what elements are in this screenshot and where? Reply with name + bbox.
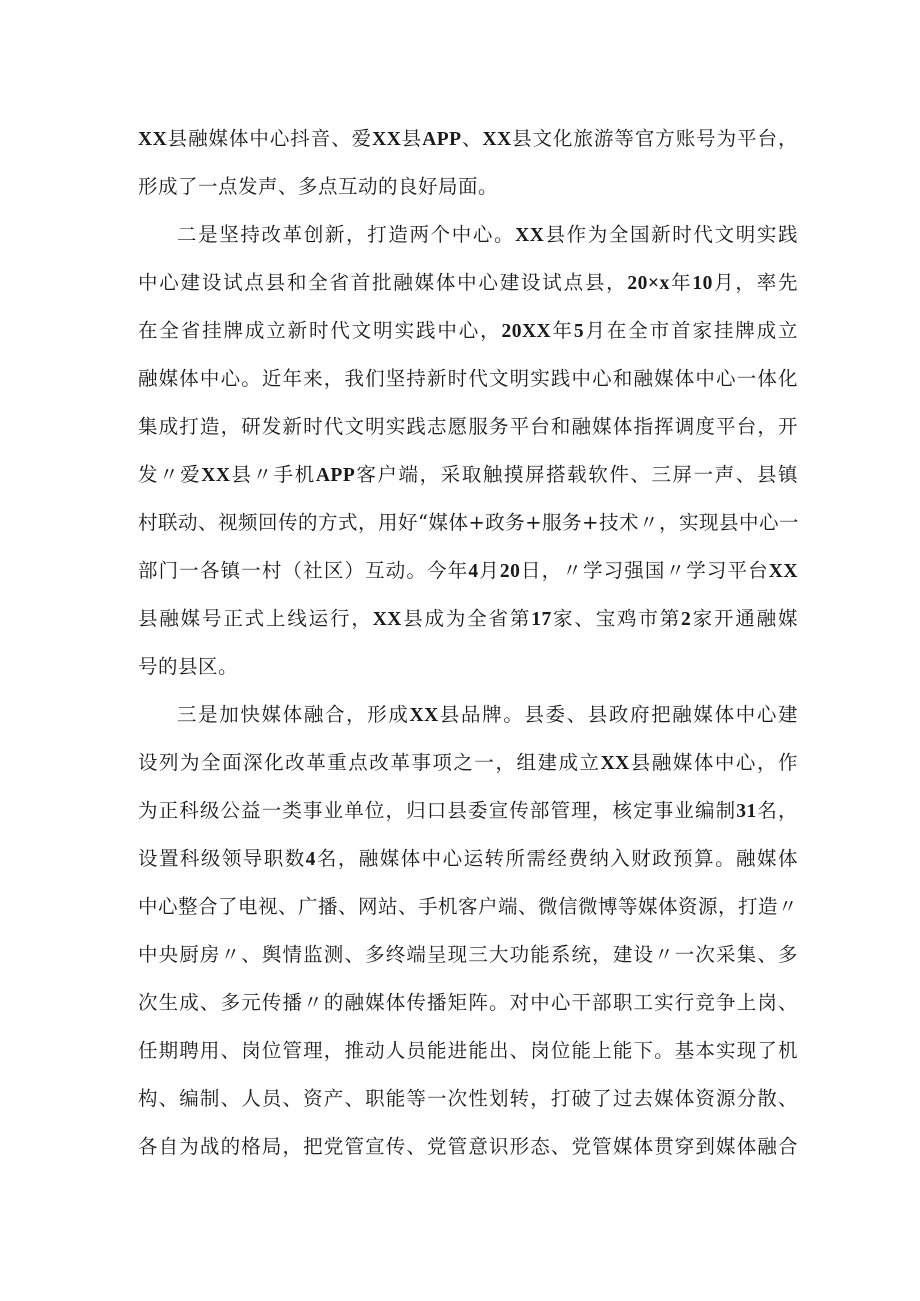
latin-run: 4: [305, 849, 316, 870]
text-line: 各自为战的格局，把党管宣传、党管意识形态、党管媒体贯穿到媒体融合: [138, 1135, 798, 1158]
text-line: 形成了一点发声、多点互动的良好局面。: [138, 175, 499, 198]
text-line: 县融媒号正式上线运行，XX县成为全省第17家、宝鸡市第2家开通融媒: [138, 607, 798, 630]
latin-run: 20: [499, 561, 521, 582]
latin-run: APP: [315, 465, 356, 486]
latin-run: XX: [201, 465, 231, 486]
text-line: 号的县区。: [138, 655, 239, 678]
latin-run: 2: [681, 609, 692, 630]
text-line: 次生成、多元传播〃的融媒体传播矩阵。对中心干部职工实行竞争上岗、: [138, 991, 798, 1014]
text-line: 设置科级领导职数4名，融媒体中心运转所需经费纳入财政预算。融媒体: [138, 847, 798, 870]
latin-run: 31: [736, 801, 757, 822]
latin-run: 10: [692, 273, 713, 294]
text-line: 融媒体中心。近年来，我们坚持新时代文明实践中心和融媒体中心一体化: [138, 367, 798, 390]
latin-run: 4: [468, 561, 479, 582]
latin-run: XX: [768, 561, 798, 582]
latin-run: XX: [372, 609, 402, 630]
text-line: 在全省挂牌成立新时代文明实践中心，20XX年5月在全市首家挂牌成立: [138, 319, 798, 342]
paragraph-first-line: 二是坚持改革创新，打造两个中心。XX县作为全国新时代文明实践: [177, 223, 798, 246]
latin-run: 5: [573, 321, 585, 342]
document-body: [138, 115, 798, 1171]
text-line: 中心整合了电视、广播、网站、手机客户端、微信微博等媒体资源，打造〃: [138, 895, 799, 918]
latin-run: 17: [531, 609, 552, 630]
text-line: 设列为全面深化改革重点改革事项之一，组建成立XX县融媒体中心，作: [138, 751, 798, 774]
text-line: 构、编制、人员、资产、职能等一次性划转，打破了过去媒体资源分散、: [138, 1087, 798, 1110]
text-line: 中央厨房〃、舆情监测、多终端呈现三大功能系统，建设〃一次采集、多: [138, 943, 798, 966]
latin-run: XX: [409, 705, 439, 726]
latin-run: APP: [422, 129, 462, 150]
latin-run: 20XX: [501, 321, 552, 342]
latin-run: XX: [515, 225, 545, 246]
latin-run: XX: [482, 129, 512, 150]
latin-run: 20×x: [627, 273, 670, 294]
text-line: 发〃爱XX县〃手机APP客户端，采取触摸屏搭载软件、三屏一声、县镇: [138, 463, 798, 486]
latin-run: XX: [138, 129, 168, 150]
paragraph-first-line: 三是加快媒体融合，形成XX县品牌。县委、县政府把融媒体中心建: [177, 703, 798, 726]
text-line: 任期聘用、岗位管理，推动人员能进能出、岗位能上能下。基本实现了机: [138, 1039, 798, 1062]
text-line: XX县融媒体中心抖音、爱XX县APP、XX县文化旅游等官方账号为平台，: [138, 127, 798, 150]
latin-run: XX: [600, 753, 630, 774]
text-line: 为正科级公益一类事业单位，归口县委宣传部管理，核定事业编制31名，: [138, 799, 798, 822]
text-line: 中心建设试点县和全省首批融媒体中心建设试点县，20×x年10月，率先: [138, 271, 798, 294]
text-line: 集成打造，研发新时代文明实践志愿服务平台和融媒体指挥调度平台，开: [138, 415, 798, 438]
text-line: 村联动、视频回传的方式，用好“媒体+政务+服务+技术〃，实现县中心一: [138, 511, 799, 534]
text-line: 部门一各镇一村（社区）互动。今年4月20日，〃学习强国〃学习平台XX: [138, 559, 798, 582]
latin-run: XX: [372, 129, 402, 150]
